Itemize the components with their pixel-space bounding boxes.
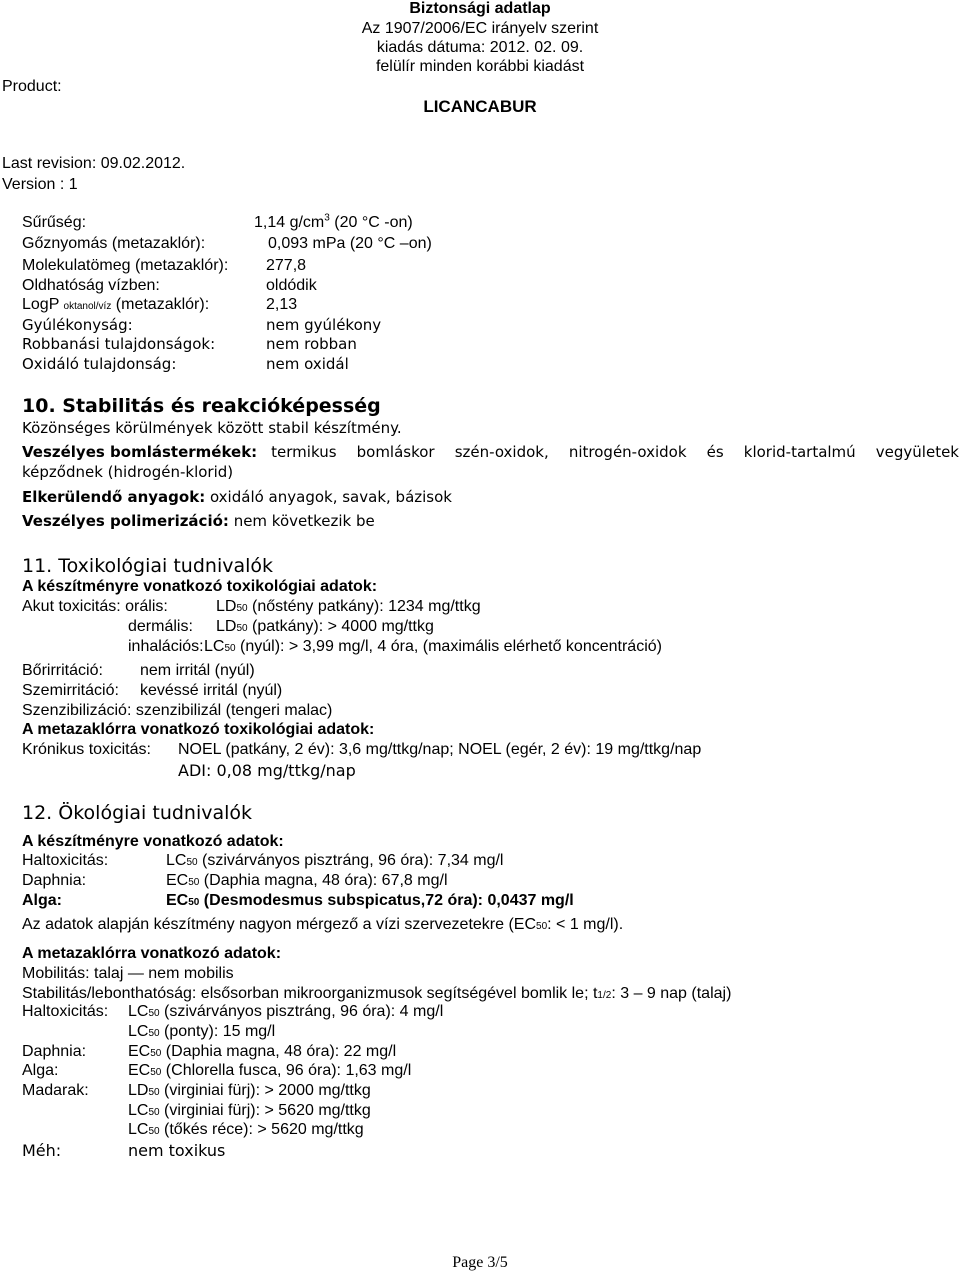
logp-value: 2,13 [266,296,298,313]
hazardous-polymerization: Veszélyes polimerizáció: nem következik be [22,512,375,530]
document-title: Biztonsági adatlap [409,0,551,17]
fish-toxicity-label: Haltoxicitás: [22,852,109,869]
ai-alga-value: EC50 (Chlorella fusca, 96 óra): 1,63 mg/l [128,1062,412,1079]
chronic-toxicity-value: NOEL (patkány, 2 év): 3,6 mg/ttkg/nap; NOEL (egér, 2 év): 19 mg/ttkg/nap [178,741,702,758]
aquatic-conclusion: Az adatok alapján készítmény nagyon mérgező a vízi szervezetekre (EC50: < 1 mg/l). [22,916,624,933]
section12-heading: 12. Ökológiai tudnivalók [22,802,253,824]
ai-alga-label: Alga: [22,1062,59,1079]
birds-value-1: LD50 (virginiai fürj): > 2000 mg/ttkg [128,1082,371,1099]
alga-label: Alga: [22,892,62,909]
dermal-toxicity: LD50 (patkány): > 4000 mg/ttkg [216,618,434,635]
ai-fish-label: Haltoxicitás: [22,1003,109,1020]
prep-eco-heading: A készítményre vonatkozó adatok: [22,833,284,850]
sensitization: Szenzibilizáció: szenzibilizál (tengeri malac) [22,702,333,719]
product-name: LICANCABUR [423,97,537,116]
fish-toxicity-value: LC50 (szivárványos pisztráng, 96 óra): 7,34 mg/l [166,852,504,869]
section11-heading: 11. Toxikológiai tudnivalók [22,555,274,577]
birds-label: Madarak: [22,1082,89,1099]
vapor-pressure-label: Gőznyomás (metazaklór): [22,235,206,252]
version: Version : 1 [2,176,78,193]
bee-label: Méh: [22,1141,62,1160]
ai-daphnia-value: EC50 (Daphia magna, 48 óra): 22 mg/l [128,1043,397,1060]
inhalation-toxicity: LC50 (nyúl): > 3,99 mg/l, 4 óra, (maximális elérhető koncentráció) [204,638,662,655]
flammability-label: Gyúlékonyság: [22,316,133,334]
prep-tox-heading: A készítményre vonatkozó toxikológiai adatok: [22,578,378,595]
degradability: Stabilitás/lebonthatóság: elsősorban mikroorganizmusok segítségével bomlik le; t1/2: 3 – 9 nap (talaj) [22,985,732,1002]
daphnia-label: Daphnia: [22,872,87,889]
solubility-value: oldódik [266,277,317,294]
alga-value: EC50 (Desmodesmus subspicatus,72 óra): 0,0437 mg/l [166,892,574,909]
oxidizing-label: Oxidáló tulajdonság: [22,355,177,373]
explosive-label: Robbanási tulajdonságok: [22,335,216,353]
density-label: Sűrűség: [22,214,87,231]
issue-date: kiadás dátuma: 2012. 02. 09. [376,39,584,56]
hazardous-decomposition: Veszélyes bomlástermékek: termikus bomláskor szén-oxidok, nitrogén-oxidok és klorid-tartalmú vegyületek [22,443,959,461]
stability-text: Közönséges körülmények között stabil készítmény. [22,419,402,437]
supersedes-text: felülír minden korábbi kiadást [375,58,585,75]
eye-irritation-label: Szemirritáció: [22,682,119,699]
birds-value-3: LC50 (tőkés réce): > 5620 mg/ttkg [128,1121,364,1138]
ai-tox-heading: A metazaklórra vonatkozó toxikológiai adatok: [22,721,375,738]
ai-daphnia-label: Daphnia: [22,1043,87,1060]
acute-toxicity-label: Akut toxicitás: orális: [22,598,168,615]
solubility-label: Oldhatóság vízben: [22,277,160,294]
density-value: 1,14 $g/cm^3$ (20 °C -on) [254,212,413,231]
adi-value: ADI: 0,08 mg/ttkg/nap [178,761,356,780]
directive-text: Az 1907/2006/EC irányelv szerint [361,20,599,37]
ai-fish-value-2: LC50 (ponty): 15 mg/l [128,1023,276,1040]
hazardous-decomposition-cont: képződnek (hidrogén-klorid) [22,463,234,481]
page-number: Page 3/5 [452,1254,508,1271]
oxidizing-value: nem oxidál [266,355,349,373]
chronic-toxicity-label: Krónikus toxicitás: [22,741,151,758]
flammability-value: nem gyúlékony [266,316,382,334]
skin-irritation-value: nem irritál (nyúl) [140,662,255,679]
eye-irritation-value: kevéssé irritál (nyúl) [140,682,283,699]
ai-eco-heading: A metazaklórra vonatkozó adatok: [22,945,282,962]
vapor-pressure-value: 0,093 mPa (20 °C –on) [268,235,432,252]
skin-irritation-label: Bőrirritáció: [22,662,103,679]
product-label: Product: [2,78,62,95]
logp-label: LogP oktanol/víz (metazaklór): [22,296,210,313]
incompatible-materials: Elkerülendő anyagok: oxidáló anyagok, savak, bázisok [22,488,452,506]
dermal-label: dermális: [128,618,193,635]
explosive-value: nem robban [266,335,357,353]
last-revision: Last revision: 09.02.2012. [2,155,186,172]
oral-toxicity: LD50 (nőstény patkány): 1234 mg/ttkg [216,598,481,615]
daphnia-value: EC50 (Daphia magna, 48 óra): 67,8 mg/l [166,872,448,889]
bee-value: nem toxikus [128,1141,226,1160]
molecular-weight-value: 277,8 [266,257,307,274]
inhalation-label: inhalációs: [128,638,204,655]
section10-heading: 10. Stabilitás és reakcióképesség [22,395,381,417]
molecular-weight-label: Molekulatömeg (metazaklór): [22,257,229,274]
birds-value-2: LC50 (virginiai fürj): > 5620 mg/ttkg [128,1102,371,1119]
ai-fish-value-1: LC50 (szivárványos pisztráng, 96 óra): 4 mg/l [128,1003,444,1020]
mobility: Mobilitás: talaj — nem mobilis [22,965,234,982]
